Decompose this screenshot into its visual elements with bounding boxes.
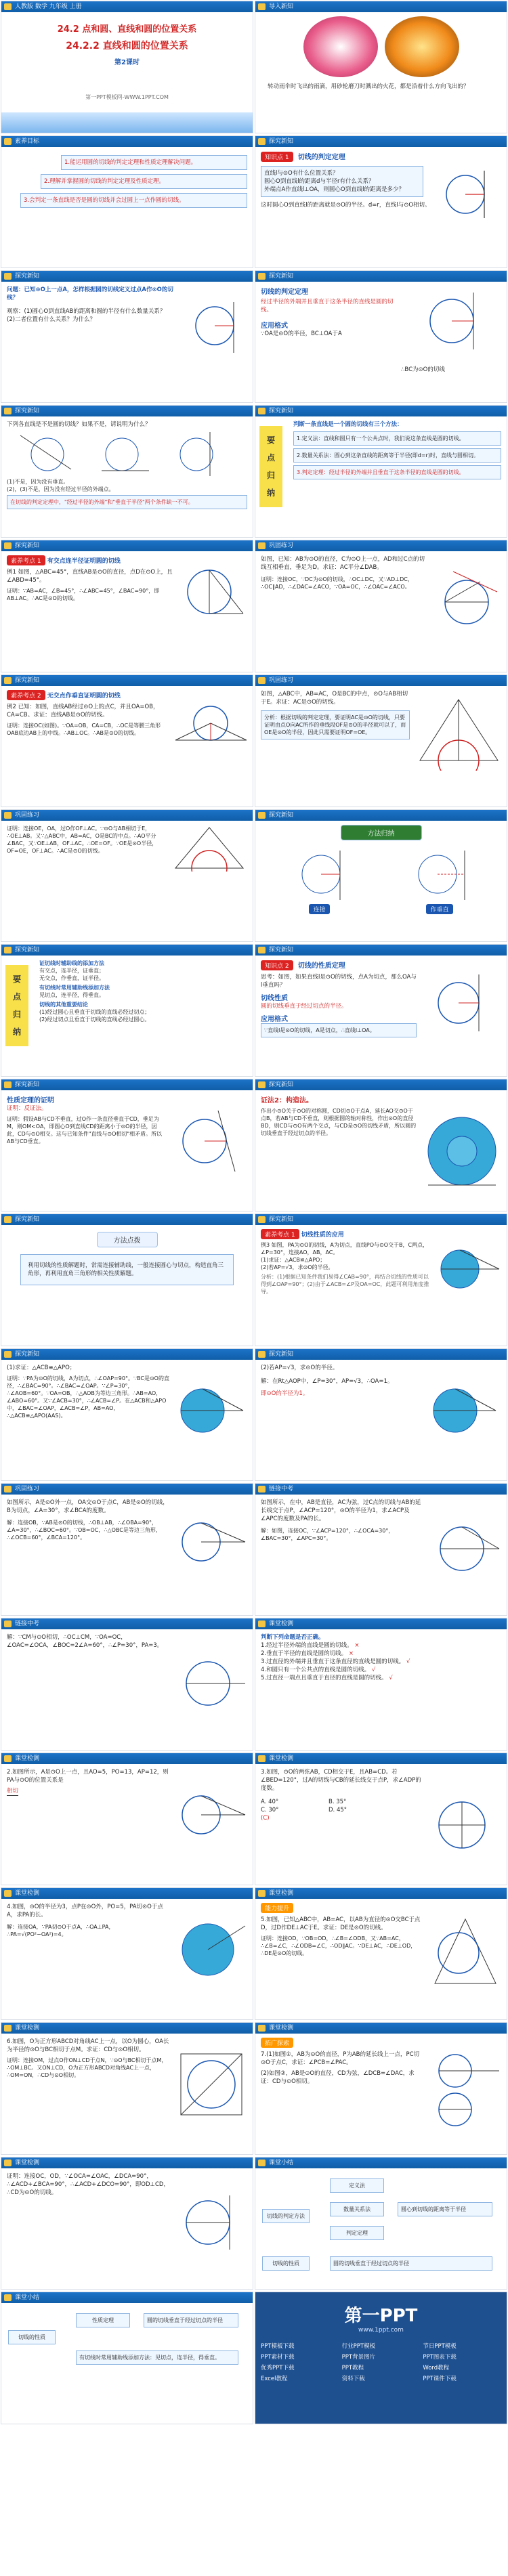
test-question-2: (2)如图②，AB是⊙O的直径，CD为弦，∠DCB=∠DAC，求证：CD与⊙O相切。: [261, 2070, 415, 2085]
promo-link[interactable]: PPT素材下载: [261, 2354, 295, 2361]
section-title: 24.2.2 直线和圆的位置关系: [66, 41, 188, 51]
slide-practice-2[interactable]: [255, 674, 507, 807]
slide-link-exam[interactable]: [255, 1483, 507, 1616]
test-figure: [428, 1916, 503, 1990]
test-answer: 相切: [7, 1788, 19, 1795]
book-icon: [4, 1890, 12, 1897]
example-q2: (2)若AP=√3，求⊙O的半径。: [261, 1264, 334, 1270]
slide-header: 课堂检测: [255, 2023, 507, 2034]
method-figure-2: [410, 847, 471, 901]
brand-logo: 第一PPT: [344, 2306, 418, 2326]
slide-practice-1[interactable]: [255, 540, 507, 672]
promo-link[interactable]: 资料下载: [341, 2376, 365, 2382]
slide-header: 课堂检测: [1, 1753, 253, 1764]
format-given: ∵OA是⊙O的半径，BC⊥OA于A: [261, 330, 342, 337]
slide-example-2[interactable]: [1, 674, 253, 807]
test-figure: [174, 1784, 249, 1845]
example-text: 例3 如图，PA为⊙O的切线，A为切点，直线PO与⊙O交于B，C两点，∠P=30°，连接AO，AB，AC。: [261, 1242, 429, 1255]
answer-text: 这时圆心O到直线l的距离就是⊙O的半径。d=r，直线l与⊙O相切。: [261, 202, 431, 209]
heading-a: 证切线时辅助线的添加方法: [39, 960, 104, 966]
item-a1: 有交点，连半径，证垂直；: [39, 968, 104, 974]
slide-header: 探究新知: [255, 1349, 507, 1360]
book-icon: [258, 408, 266, 414]
book-icon: [258, 542, 266, 549]
book-icon: [258, 138, 266, 145]
promo-link[interactable]: PPT背景图片: [341, 2354, 376, 2361]
node-definition: 定义法: [330, 2178, 384, 2193]
slide-header: 探究新知: [255, 271, 507, 282]
practice-question: 如图，△ABC中，AB=AC，O是BC的中点，⊙O与AB相切于E。求证：AC是⊙O的切线。: [261, 691, 408, 706]
knowledge-tag: 知识点 1: [261, 152, 293, 162]
practice-proof: 证明：连接OC，∵DC为⊙O的切线，∴OC⊥DC，又∵AD⊥DC，∴OC∥AD，∴∠DAC=∠ACO，∵OA=OC，∴∠OAC=∠ACO。: [261, 576, 413, 590]
test-solution: 解：连接OA，∵PA切⊙O于点A，∴OA⊥PA，∴PA=√(PO²−OA²)=4。: [7, 1924, 114, 1937]
node-tangent-property: 切线的性质: [8, 2330, 56, 2344]
book-icon: [258, 677, 266, 684]
format-heading: 应用格式: [261, 1016, 288, 1023]
book-icon: [258, 1486, 266, 1493]
slide-header: 探究新知: [255, 406, 507, 416]
slide-decision-theorem[interactable]: [255, 270, 507, 403]
test-proof: 证明：连接OD，∵OB=OD，∴∠B=∠ODB，又∵AB=AC，∴∠B=∠C，∴∠ODB=∠C，∴OD∥AC。∵DE⊥AC，∴DE⊥OD，∴DE是⊙O的切线。: [261, 1935, 417, 1956]
summary-sidebar: 要 点 归 纳: [5, 965, 28, 1046]
test-title: 判断下列命题是否正确。: [261, 1634, 324, 1641]
test-item-1: 1.经过半径外端的直线是圆的切线。 ×: [261, 1642, 360, 1649]
book-icon: [4, 947, 12, 953]
knowledge-tag: 知识点 2: [261, 960, 293, 970]
example-q1: (1)求证：△ACB≌△APO；: [261, 1257, 326, 1263]
promo-link[interactable]: 优秀PPT下载: [261, 2365, 295, 2371]
slide-header: 课堂检测: [255, 1753, 507, 1764]
format-conclusion: ∴BC为⊙O的切线: [401, 366, 445, 373]
practice-question: 如图，已知：AB为⊙O的直径，C为⊙O上一点，AD和过C点的切线互相垂直，垂足为D。求证：AC平分∠DAB。: [261, 556, 425, 571]
promo-link[interactable]: Excel教程: [261, 2376, 288, 2382]
slide-example-1[interactable]: [1, 540, 253, 672]
example-text: 例1 如图，△ABC=45°，直线AB是⊙O的直径，点D在⊙O上，且∠ABD=45°。: [7, 569, 173, 584]
heading-c: 切线的其他重要结论: [39, 1002, 88, 1008]
test-question-1: 7.(1)如图①，AB为⊙O的直径，P为AB的延长线上一点，PC切⊙O于点C，求证：∠PCB=∠PAC。: [261, 2051, 420, 2066]
proof-text: 证明：连接OC(如图)。∵OA=OB，CA=CB，∴OC是等腰三角形OAB底边AB上的中线。∴AB⊥OC。∴AB是⊙O的切线。: [7, 723, 161, 736]
judge-question: 下列各直线是不是圆的切线？如果不是，请说明为什么？: [7, 421, 151, 428]
judge-note: 在切线的判定定理中，"经过半径的外端"和"垂直于半径"两个条件缺一不可。: [7, 495, 247, 509]
slide-test-2[interactable]: [1, 1753, 253, 1885]
circle-tangent-figure: [438, 167, 499, 221]
slide-header: 探究新知: [1, 1349, 253, 1360]
slide-test-1[interactable]: [255, 1618, 507, 1751]
book-icon: [4, 3, 12, 10]
source-label: 第一PPT模板网-WWW.1PPT.COM: [85, 94, 169, 100]
slide-header: 探究新知: [255, 136, 507, 147]
promo-link[interactable]: PPT模板下载: [261, 2343, 295, 2350]
test-item-5: 5.过直径一端点且垂直于直径的直线是圆的切线。 √: [261, 1675, 393, 1681]
slide-header: 巩固练习: [255, 675, 507, 686]
think-question: 思考：如图，如果直线l是⊙O的切线，点A为切点，那么OA与l垂直吗？: [261, 974, 417, 989]
slide-tangent-decision[interactable]: [255, 135, 507, 268]
slide-test-4[interactable]: [1, 1887, 253, 2020]
observe-1: 观察：(1)圆心O到直线AB的距离和圆的半径有什么数量关系？: [7, 308, 166, 315]
example-analysis: 分析：(1)根据已知条件我们易得∠CAB=90°，再结合切线的性质可以得到∠OAP=90°；(2)由于∠ACB=∠P及OA=OC，此题可利用角度推导。: [261, 1274, 429, 1295]
slide-test-6[interactable]: [1, 2022, 253, 2155]
slide-header: 课堂小结: [255, 2158, 507, 2168]
slide-header: 人教版 数学 九年级 上册: [1, 1, 253, 12]
book-icon: [258, 812, 266, 819]
method-figure-1: [291, 847, 352, 901]
slide-header: 探究新知: [255, 1079, 507, 1090]
slide-header: 探究新知: [1, 271, 253, 282]
test-figure: [171, 1912, 249, 1987]
practice-proof: 证明：连接OE，OA，过O作OF⊥AC。∵⊙O与AB相切于E，∴OE⊥AB。又∵△ABC中，AB=AC，O是BC的中点。∴AO平分∠BAC，又∵OE⊥AB，OF⊥AC。∴OE=OF。∵OE是⊙O半径，OF=OE，OF⊥AC。∴AC是⊙O的切线。: [7, 825, 158, 854]
slide-practice-4[interactable]: [1, 1483, 253, 1616]
method-tip-banner: 方法点拨: [97, 1232, 158, 1247]
slide-summary-2[interactable]: [1, 2292, 253, 2424]
promo-link[interactable]: PPT课件下载: [423, 2376, 457, 2382]
slide-test-7-proof[interactable]: [1, 2157, 253, 2290]
practice-figure: [174, 1511, 249, 1572]
slide-header: 课堂检测: [1, 1888, 253, 1899]
slide-test-7[interactable]: [255, 2022, 507, 2155]
construction-title: 证法2：构造法。: [261, 1097, 313, 1104]
book-icon: [4, 1620, 12, 1627]
test-item-4: 4.和圆只有一个公共点的直线是圆的切线。 √: [261, 1667, 376, 1673]
tangent-figure: [421, 287, 496, 355]
extension-tag: 拓广探索: [261, 2038, 293, 2048]
triangle-circle-figure: [417, 696, 501, 771]
method-label-1: 连接: [309, 904, 329, 914]
link-proof-figure: [174, 1650, 249, 1717]
slide-example-3-proof[interactable]: [1, 1348, 253, 1481]
slide-example-3-solution[interactable]: [255, 1348, 507, 1481]
slide-three-methods[interactable]: [255, 405, 507, 538]
node-property-theorem: 性质定理: [76, 2313, 130, 2327]
node-perpendicular: 圆的切线垂直于经过切点的半径: [330, 2256, 492, 2271]
proof-heading: 性质定理的证明: [7, 1097, 54, 1104]
test-question: 3.如图，⊙O的两弦AB，CD相交于E，且AB=CD。若∠BED=120°，过A的切线与CB的延长线交于点P，求∠ADP的度数。: [261, 1769, 421, 1792]
book-icon: [258, 3, 266, 10]
book-icon: [4, 1351, 12, 1358]
test-item-3: 3.过直径的外端并且垂直于这条直径的直线是圆的切线。 √: [261, 1658, 410, 1665]
slide-judge-lines[interactable]: [1, 405, 253, 538]
skill-tag: 素养考点 1: [261, 1229, 299, 1239]
test-question: 6.如图，O为正方形ABCD对角线AC上一点，以O为圆心，OA长为半径的⊙O与BC相切于点M。求证：CD与⊙O相切。: [7, 2038, 169, 2053]
slide-header: 导入新知: [255, 1, 507, 12]
practice-question: 如图所示，A是⊙O外一点，OA交⊙O于点C，AB是⊙O的切线，B为切点，∠A=30°，求∠BCA的度数。: [7, 1499, 169, 1514]
slide-header: 探究新知: [255, 945, 507, 956]
node-distance: 圆心到切线的距离等于半径: [398, 2202, 492, 2216]
book-icon: [4, 812, 12, 819]
construction-figure: [421, 1111, 503, 1192]
node-theorem: 判定定理: [330, 2226, 384, 2240]
judge-answer-2: (2)，(3)不是，因为没有经过半径的外端点。: [7, 486, 114, 492]
book-icon: [4, 408, 12, 414]
construction-text: 作出小⊙O关于⊙O的对称圆，CD切⊙O于点A，延长AO交⊙O于点B，若AB与CD不垂直，则根据圆的轴对称性，作出⊙O的直径BD，则CD与⊙O有两个交点，与CD是⊙O的切线矛盾，所以圆的切线垂直于经过切点的半径。: [261, 1108, 417, 1136]
proof-question: (1)求证：△ACB≌△APO；: [7, 1365, 76, 1371]
node-property: 切线的性质: [262, 2256, 310, 2271]
proof-body: 证明：假设AB与CD不垂直，过O作一条直径垂直于CD，垂足为M，则OM<OA，即圆心O到直线CD的距离小于⊙O的半径，因此，CD与⊙O相交。这与已知条件"直线与⊙O相切"相矛盾。所以AB与CD垂直。: [7, 1116, 163, 1144]
test-options: A. 40° B. 35° C. 30° D. 45°: [261, 1799, 347, 1813]
topic-title: 切线的判定定理: [297, 154, 345, 161]
slide-auxiliary-lines[interactable]: [1, 944, 253, 1077]
book-icon: [4, 677, 12, 684]
method-banner: 方法归纳: [341, 825, 422, 840]
slide-example-3[interactable]: [255, 1214, 507, 1346]
proof-figure: [174, 2189, 249, 2256]
solution-figure: [425, 1377, 499, 1444]
property-text: 圆的切线垂直于经过切点的半径。: [261, 1003, 347, 1010]
test-proof: 证明：连接OM，过点O作ON⊥CD于点N，∵⊙O与BC相切于点M，∴OM⊥BC。又ON⊥CD，O为正方形ABCD对角线AC上一点，∴OM=ON，∴CD与⊙O相切。: [7, 2057, 167, 2078]
method-tip-text: 利用切线的性质解题时，常需连接辅助线，一般连接圆心与切点，构造直角三角形，再利用直角三角形的相关性质解题。: [20, 1254, 234, 1285]
period-label: 第2课时: [114, 59, 140, 66]
book-icon: [258, 1351, 266, 1358]
slide-header: 探究新知: [1, 1214, 253, 1225]
slide-header: 巩固练习: [1, 810, 253, 821]
slide-intro[interactable]: [255, 1, 507, 133]
theorem-heading: 切线的判定定理: [261, 288, 308, 296]
ability-tag: 能力提升: [261, 1903, 293, 1913]
proof-figure: [172, 1377, 247, 1444]
umbrella-image: [303, 16, 378, 77]
book-icon: [258, 2160, 266, 2166]
skill-title: 有交点连半径证明圆的切线: [47, 558, 121, 565]
promo-link[interactable]: Word教程: [423, 2365, 450, 2371]
slide-header: 课堂小结: [1, 2292, 253, 2303]
intro-question: 转动雨伞时飞出的雨滴，用砂轮磨刀时溅出的火花，都是沿着什么方向飞出的？: [268, 83, 469, 90]
slide-header: 课堂检测: [255, 1888, 507, 1899]
brand-url: www.1ppt.com: [358, 2327, 404, 2334]
book-icon: [258, 1890, 266, 1897]
node-property-text: 圆的切线垂直于经过切点的半径: [144, 2313, 238, 2327]
book-icon: [4, 1755, 12, 1762]
item-b1: 见切点，连半径，得垂直。: [39, 992, 104, 998]
book-icon: [4, 1486, 12, 1493]
book-icon: [4, 273, 12, 280]
proof-body: 证明：∵PA为⊙O的切线，A为切点，∴∠OAP=90°。∵BC是⊙O的直径，∴∠BAC=90°。∴∠BAC=∠OAP。∵∠P=30°，∴∠AOB=60°。∵OA=OB，∴△AOB为等边三角形。∴AB=AO，∠ABO=60°。又∵∠ACB=30°，∴∠ACB=∠P。在△ACB和△APO中，∠BAC=∠OAP，∠ACB=∠P，AB=AO，∴△ACB≌△APO(AAS)。: [7, 1375, 169, 1419]
question-text: 问题：已知⊙O上一点A，怎样根据圆的切线定义过点A作⊙O的切线？: [7, 286, 173, 301]
test-question: 5.如图，已知△ABC中，AB=AC，以AB为直径的⊙O交BC于点D，过D作DE⊥AC于E。求证：DE是⊙O的切线。: [261, 1916, 421, 1931]
slide-goals[interactable]: [1, 135, 253, 268]
test-figure: [428, 1791, 503, 1859]
method-2: 2.数量关系法：圆心到这条直线的距离等于半径(即d=r)时，直线与圆相切。: [293, 448, 501, 463]
methods-title: 判断一条直线是一个圆的切线有三个方法：: [293, 421, 403, 428]
slide-property-theorem[interactable]: [255, 944, 507, 1077]
circle-figure: [188, 295, 249, 356]
book-icon: [258, 273, 266, 280]
proof-text: 证明：∵AB=AC，∠B=45°，∴∠ABC=45°，∠BAC=90°，即AB⊥AC。∴AC是⊙O的切线。: [7, 588, 160, 601]
slide-header: 课堂检测: [1, 2158, 253, 2168]
book-icon: [4, 2025, 12, 2032]
item-c2: (2)经过切点且垂直于切线的直线必经过圆心。: [39, 1016, 150, 1023]
book-icon: [258, 1081, 266, 1088]
test-question: 2.如图所示，A是⊙O上一点，且AO=5，PO=13，AP=12，则PA与⊙O的位置关系是: [7, 1769, 169, 1784]
example-figure: [179, 558, 247, 632]
slide-header: 巩固练习: [255, 540, 507, 551]
practice-figure: [433, 565, 501, 632]
node-auxiliary: 有切线时常用辅助线添加方法：见切点，连半径，得垂直。: [76, 2350, 238, 2365]
observe-2: (2)二者位置有什么关系？为什么？: [7, 316, 96, 323]
skill-title: 无交点作垂直证明圆的切线: [47, 693, 121, 700]
format-text: ∵直线l是⊙O的切线，A是切点，∴直线l⊥OA。: [261, 1023, 417, 1037]
judge-answer-1: (1)不是，因为没有垂直。: [7, 479, 69, 485]
property-figure: [428, 969, 496, 1037]
link-question: 如图所示，在中，AB是直径，AC为弦，过C点的切线与AB的延长线交于点P，∠ACP=120°，⊙O的半径为1，求∠ACP及∠APC的度数及PA的长。: [261, 1499, 421, 1522]
test-question: 4.如图，⊙O的半径为3，点P在⊙O外，PO=5，PA切⊙O于点A，求PA的长。: [7, 1904, 163, 1918]
skill-title: 切线性质的应用: [301, 1232, 344, 1239]
link-figure: [428, 1515, 503, 1583]
node-quantity: 数量关系法: [330, 2202, 384, 2216]
solution-result: 即⊙O的半径为1。: [261, 1390, 309, 1397]
property-heading: 切线性质: [261, 995, 288, 1002]
square-figure: [174, 2047, 249, 2122]
promo-link[interactable]: PPT图表下载: [423, 2354, 457, 2361]
slide-practice-3[interactable]: [1, 809, 253, 942]
test-item-2: 2.垂直于半径的直线是圆的切线。 ×: [261, 1650, 354, 1657]
book-icon: [258, 2025, 266, 2032]
slide-proof-construction[interactable]: [255, 1079, 507, 1211]
slide-method-tip[interactable]: [1, 1214, 253, 1346]
solution-question: (2)若AP=√3，求⊙O的半径。: [261, 1365, 339, 1371]
item-c1: (1)经过圆心且垂直于切线的直线必经过切点；: [39, 1009, 150, 1015]
link-solution: 解：如图，连接OC，∵∠ACP=120°，∴∠OCA=30°，∠BAC=30°，∠APC=30°。: [261, 1528, 394, 1541]
slide-link-solution[interactable]: [1, 1618, 253, 1751]
grinding-sparks-image: [385, 16, 459, 77]
practice-solution: 解：连接OB，∵AB是⊙O的切线，∴OB⊥AB，∴∠OBA=90°，∠A=30°，∴∠BOC=60°。∵OB=OC，∴△OBC是等边三角形，∴∠OCB=60°，∠BCA=120°。: [7, 1520, 161, 1541]
three-circles-figure: [7, 429, 244, 476]
chapter-title: 24.2 点和圆、直线和圆的位置关系: [57, 24, 197, 35]
method-label-2: 作垂直: [426, 904, 452, 914]
book-icon: [258, 947, 266, 953]
slide-header: 探究新知: [1, 945, 253, 956]
slide-header: 探究新知: [1, 675, 253, 686]
goal-1: 1.能运用圆的切线的判定定理和性质定理解决问题。: [61, 155, 247, 170]
slide-cover[interactable]: [1, 1, 253, 133]
skill-tag: 素养考点 2: [7, 690, 45, 700]
example-text: 例2 已知：如图，直线AB经过⊙O上的点C，并且OA=OB，CA=CB。求证：直线AB是⊙O的切线。: [7, 704, 159, 718]
book-icon: [258, 1620, 266, 1627]
question-box: 直线l与⊙O有什么位置关系？ 圆心O到直线l的距离d与半径r有什么关系？ 外端点A作直线l⊥OA，则圆心O到直线l的距离是多少？: [261, 166, 423, 197]
node-methods: 切线的判定方法: [262, 2209, 310, 2223]
solution-body: 解：在Rt△AOP中，∠P=30°，AP=√3，∴OA=1。: [261, 1378, 394, 1385]
book-icon: [258, 1216, 266, 1223]
promo-link[interactable]: 行业PPT模板: [341, 2343, 376, 2350]
test-figures: [428, 2047, 503, 2128]
contradiction-figure: [171, 1104, 245, 1178]
promo-link[interactable]: PPT教程: [341, 2365, 364, 2371]
goal-3: 3.会判定一条直线是否是圆的切线并会过圆上一点作圆的切线。: [20, 193, 247, 208]
book-icon: [4, 1216, 12, 1223]
slide-header: 链接中考: [1, 1618, 253, 1629]
promo-link[interactable]: 节日PPT模板: [423, 2343, 457, 2350]
format-heading: 应用格式: [261, 322, 288, 330]
book-icon: [4, 542, 12, 549]
slide-test-3[interactable]: [255, 1753, 507, 1885]
method-3: 3.判定定理：经过半径的外端并且垂直于这条半径的直线是圆的切线。: [293, 465, 501, 479]
cover-wave: [1, 112, 253, 133]
link-proof: 解：∵CM与⊙O相切，∴OC⊥CM，∵OA=OC，∠OAC=∠OCA，∠BOC=2∠A=60°，∴∠P=30°，PA=3。: [7, 1634, 163, 1649]
book-icon: [4, 138, 12, 145]
slide-header: 探究新知: [255, 810, 507, 821]
slide-question[interactable]: [1, 270, 253, 403]
heading-b: 有切线时常用辅助线添加方法: [39, 985, 110, 991]
method-1: 1.定义法：直线和圆只有一个公共点时，我们说这条直线是圆的切线。: [293, 431, 501, 446]
slide-proof-contradiction[interactable]: [1, 1079, 253, 1211]
test-answer: (C): [261, 1815, 270, 1822]
slide-header: 课堂检测: [255, 1618, 507, 1629]
skill-tag: 素养考点 1: [7, 555, 45, 565]
book-icon: [4, 2294, 12, 2301]
slide-header: 链接中考: [255, 1484, 507, 1495]
theorem-text: 经过半径的外端并且垂直于这条半径的直线是圆的切线。: [261, 299, 394, 314]
example-figure: [433, 1239, 501, 1300]
slide-header: 素养目标: [1, 136, 253, 147]
goal-2: 2.理解并掌握圆的切线的判定定理及性质定理。: [41, 174, 247, 189]
example-figure: [172, 700, 250, 767]
book-icon: [4, 2160, 12, 2166]
slide-header: 探究新知: [1, 1079, 253, 1090]
slide-header: 探究新知: [255, 1214, 507, 1225]
slide-header: 课堂检测: [1, 2023, 253, 2034]
slide-method-summary[interactable]: [255, 809, 507, 942]
slide-summary-1[interactable]: [255, 2157, 507, 2290]
slide-header: 探究新知: [1, 540, 253, 551]
proof-method: 证明：反证法。: [7, 1105, 47, 1112]
analysis-note: 分析：根据切线的判定定理，要证明AC是⊙O的切线，只要证明由点O向AC所作的垂线段OF是⊙O的半径就可以了，而OE是⊙O的半径，因此只需要证明OF=OE。: [261, 710, 410, 739]
test-proof: 证明：连接OC，OD，∵∠OCA=∠OAC，∠DCA=90°，∴∠ACD+∠BCA=90°，∴∠ACD+∠DCO=90°，即OD⊥CD，∴CD为⊙O的切线。: [7, 2173, 169, 2196]
slide-header: 探究新知: [1, 406, 253, 416]
book-icon: [4, 1081, 12, 1088]
practice-figure: [172, 824, 247, 872]
slide-header: 巩固练习: [1, 1484, 253, 1495]
book-icon: [258, 1755, 266, 1762]
slide-promo[interactable]: [255, 2292, 507, 2424]
item-a2: 无交点，作垂直，证半径。: [39, 975, 104, 981]
topic-title: 切线的性质定理: [297, 962, 345, 970]
summary-sidebar: 要 点 归 纳: [259, 426, 282, 507]
slide-test-5[interactable]: [255, 1887, 507, 2020]
